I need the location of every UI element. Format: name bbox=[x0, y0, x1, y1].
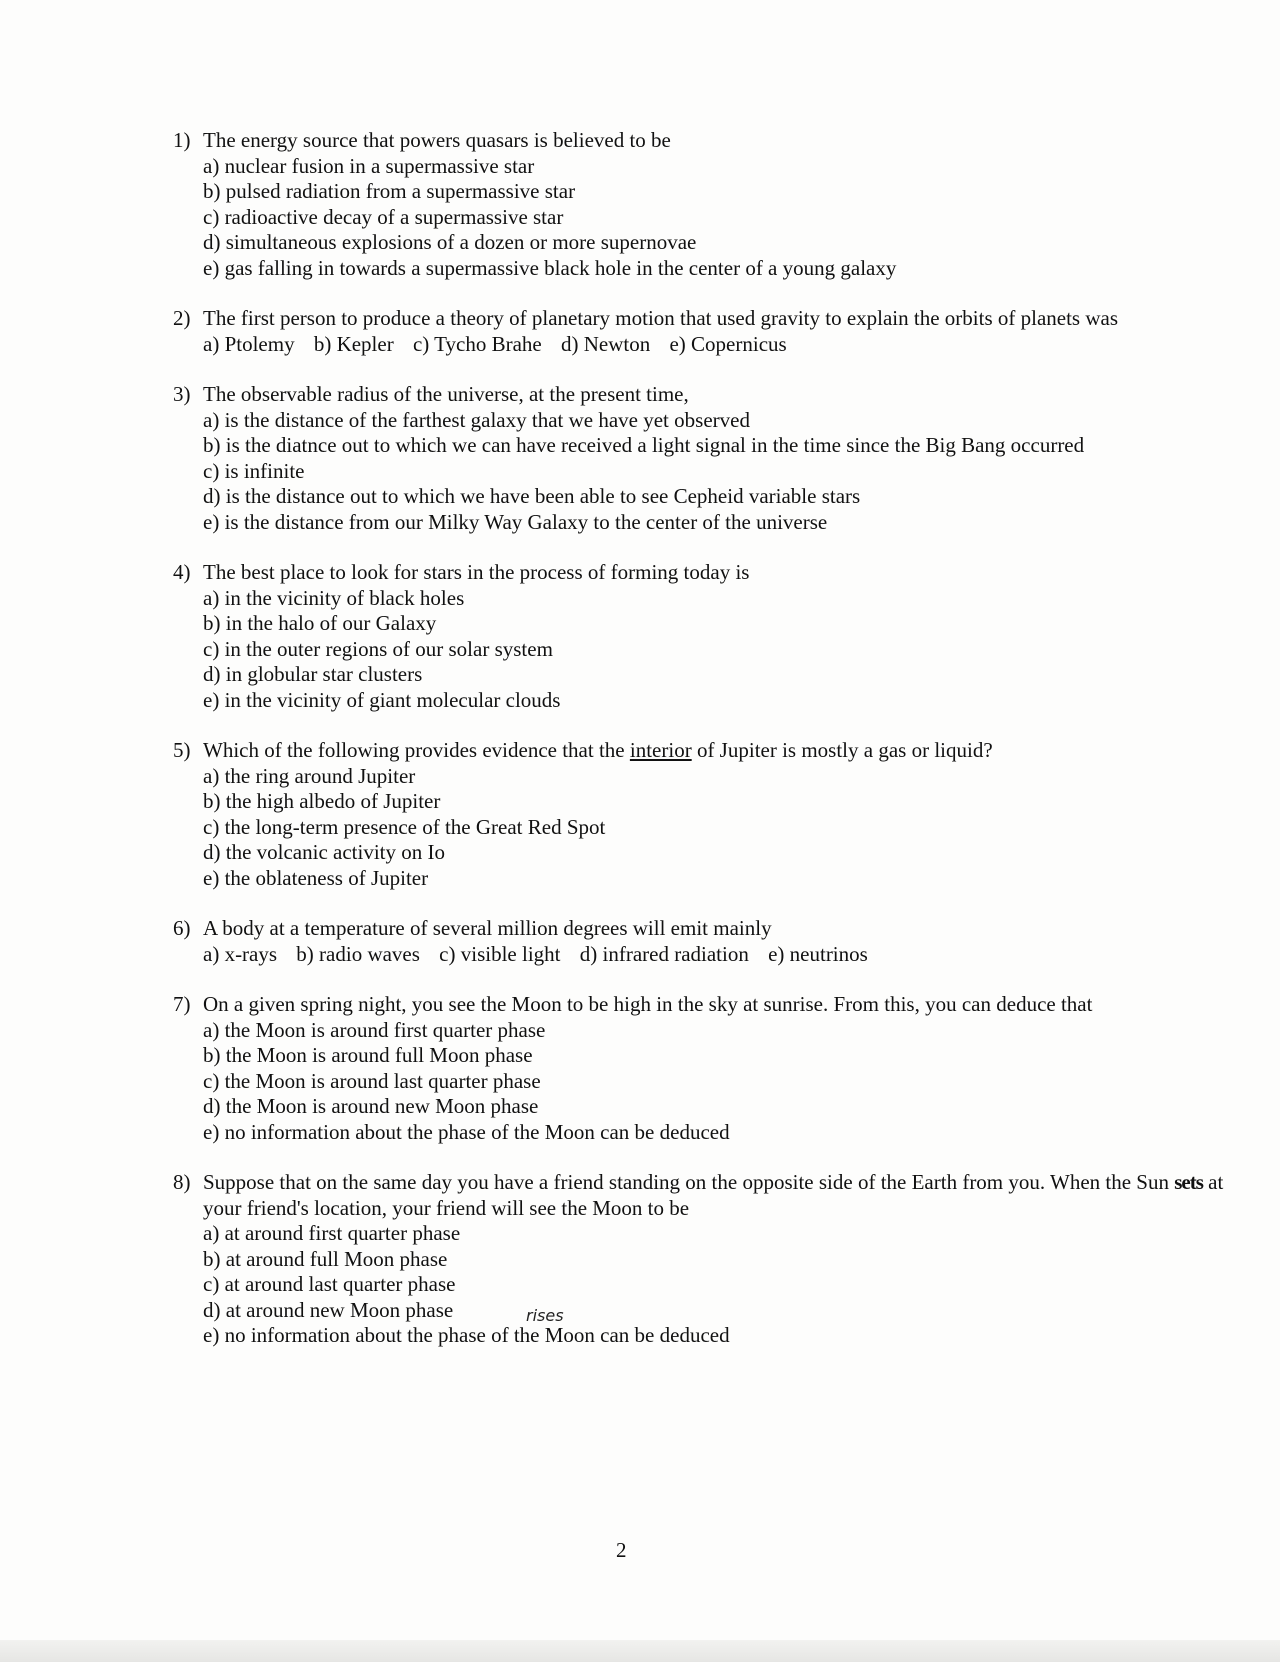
page-number: 2 bbox=[616, 1538, 627, 1562]
option-b: b) in the halo of our Galaxy bbox=[203, 611, 437, 635]
question-6 bbox=[173, 916, 1253, 967]
stem-part: Which of the following provides evidence that the bbox=[203, 738, 630, 762]
option-e: e) gas falling in towards a supermassive black hole in the center of a young galaxy bbox=[203, 255, 897, 280]
scan-bottom-edge bbox=[0, 1640, 1280, 1662]
option-c: c) Tycho Brahe bbox=[412, 331, 542, 356]
option-a: a) x-rays bbox=[203, 941, 278, 966]
option-d: d) the Moon is around new Moon phase bbox=[203, 1094, 539, 1118]
option-a: a) the Moon is around first quarter phase bbox=[203, 1017, 546, 1042]
option-a: a) in the vicinity of black holes bbox=[203, 585, 465, 610]
stem-part: Suppose that on the same day you have a friend standing on the opposite side of the Earth from you. When the Sun bbox=[203, 1170, 1175, 1194]
struck-word: sets bbox=[1174, 1170, 1203, 1194]
question-1 bbox=[173, 128, 1253, 281]
option-a: a) at around first quarter phase bbox=[203, 1221, 461, 1245]
option-e: e) neutrinos bbox=[768, 941, 868, 966]
option-c: c) is infinite bbox=[203, 458, 305, 483]
question-stem: The best place to look for stars in the process of forming today is bbox=[203, 560, 750, 584]
question-stem bbox=[203, 738, 1253, 764]
option-c: c) the long-term presence of the Great Red Spot bbox=[203, 814, 606, 839]
option-d: d) Newton bbox=[560, 331, 651, 356]
option-c: c) at around last quarter phase bbox=[203, 1272, 456, 1296]
question-number: 2) bbox=[173, 306, 191, 330]
question-number: 8) bbox=[173, 1170, 191, 1194]
option-list bbox=[203, 764, 1253, 892]
option-b: b) the Moon is around full Moon phase bbox=[203, 1043, 533, 1067]
inline-option-list bbox=[203, 332, 1253, 358]
option-d: d) infrared radiation bbox=[579, 941, 749, 966]
stem-part: at your friend's location, your friend will see the Moon to be bbox=[203, 1170, 1224, 1220]
option-c: c) radioactive decay of a supermassive star bbox=[203, 204, 564, 229]
option-list bbox=[203, 408, 1253, 536]
question-number: 4) bbox=[173, 560, 191, 584]
option-list bbox=[203, 1221, 1253, 1349]
option-b: b) Kepler bbox=[313, 331, 394, 356]
question-stem: A body at a temperature of several million degrees will emit mainly bbox=[203, 916, 772, 940]
option-e: e) no information about the phase of the Moon can be deduced bbox=[203, 1323, 730, 1347]
option-b: b) is the diatnce out to which we can have received a light signal in the time since the Big Bang occurred bbox=[203, 433, 1085, 457]
question-stem: The energy source that powers quasars is believed to be bbox=[203, 128, 671, 152]
option-a: a) the ring around Jupiter bbox=[203, 763, 416, 788]
question-stem: On a given spring night, you see the Moon to be high in the sky at sunrise. From this, you can deduce that bbox=[203, 992, 1093, 1016]
question-7 bbox=[173, 992, 1253, 1145]
question-3 bbox=[173, 382, 1253, 535]
question-stem bbox=[203, 1170, 1253, 1221]
question-stem: The observable radius of the universe, at the present time, bbox=[203, 382, 689, 406]
question-2 bbox=[173, 306, 1253, 357]
option-e: e) Copernicus bbox=[669, 331, 787, 356]
handwritten-note: rises bbox=[526, 1306, 564, 1325]
option-b: b) the high albedo of Jupiter bbox=[203, 789, 441, 813]
option-b: b) pulsed radiation from a supermassive star bbox=[203, 179, 576, 203]
option-c: c) the Moon is around last quarter phase bbox=[203, 1068, 541, 1093]
option-d: d) in globular star clusters bbox=[203, 662, 423, 686]
question-5 bbox=[173, 738, 1253, 891]
question-number: 3) bbox=[173, 382, 191, 406]
question-number: 5) bbox=[173, 738, 191, 762]
option-b: b) at around full Moon phase bbox=[203, 1246, 448, 1271]
option-d: d) is the distance out to which we have been able to see Cepheid variable stars bbox=[203, 484, 861, 508]
option-d: d) the volcanic activity on Io bbox=[203, 840, 446, 864]
stem-part: of Jupiter is mostly a gas or liquid? bbox=[691, 738, 993, 762]
question-4 bbox=[173, 560, 1253, 713]
question-number: 1) bbox=[173, 128, 191, 152]
question-8 bbox=[173, 1170, 1253, 1349]
option-e: e) is the distance from our Milky Way Galaxy to the center of the universe bbox=[203, 509, 828, 534]
option-b: b) radio waves bbox=[296, 941, 420, 966]
option-e: e) the oblateness of Jupiter bbox=[203, 865, 429, 890]
underlined-word: interior bbox=[629, 738, 692, 762]
option-e: e) in the vicinity of giant molecular clouds bbox=[203, 687, 561, 712]
question-stem: The first person to produce a theory of planetary motion that used gravity to explain the orbits of planets was bbox=[203, 306, 1119, 330]
inline-option-list bbox=[203, 942, 1253, 968]
option-e: e) no information about the phase of the Moon can be deduced bbox=[203, 1119, 730, 1144]
option-a: a) nuclear fusion in a supermassive star bbox=[203, 153, 535, 178]
option-d: d) simultaneous explosions of a dozen or more supernovae bbox=[203, 230, 697, 254]
option-list bbox=[203, 154, 1253, 282]
question-list bbox=[173, 128, 1253, 1374]
option-c: c) in the outer regions of our solar system bbox=[203, 636, 553, 661]
question-number: 6) bbox=[173, 916, 191, 940]
option-d: d) at around new Moon phase bbox=[203, 1297, 454, 1322]
option-list bbox=[203, 1018, 1253, 1146]
option-a: a) Ptolemy bbox=[203, 331, 295, 356]
question-number: 7) bbox=[173, 992, 191, 1016]
option-list bbox=[203, 586, 1253, 714]
option-a: a) is the distance of the farthest galaxy that we have yet observed bbox=[203, 407, 750, 432]
option-c: c) visible light bbox=[439, 941, 561, 966]
